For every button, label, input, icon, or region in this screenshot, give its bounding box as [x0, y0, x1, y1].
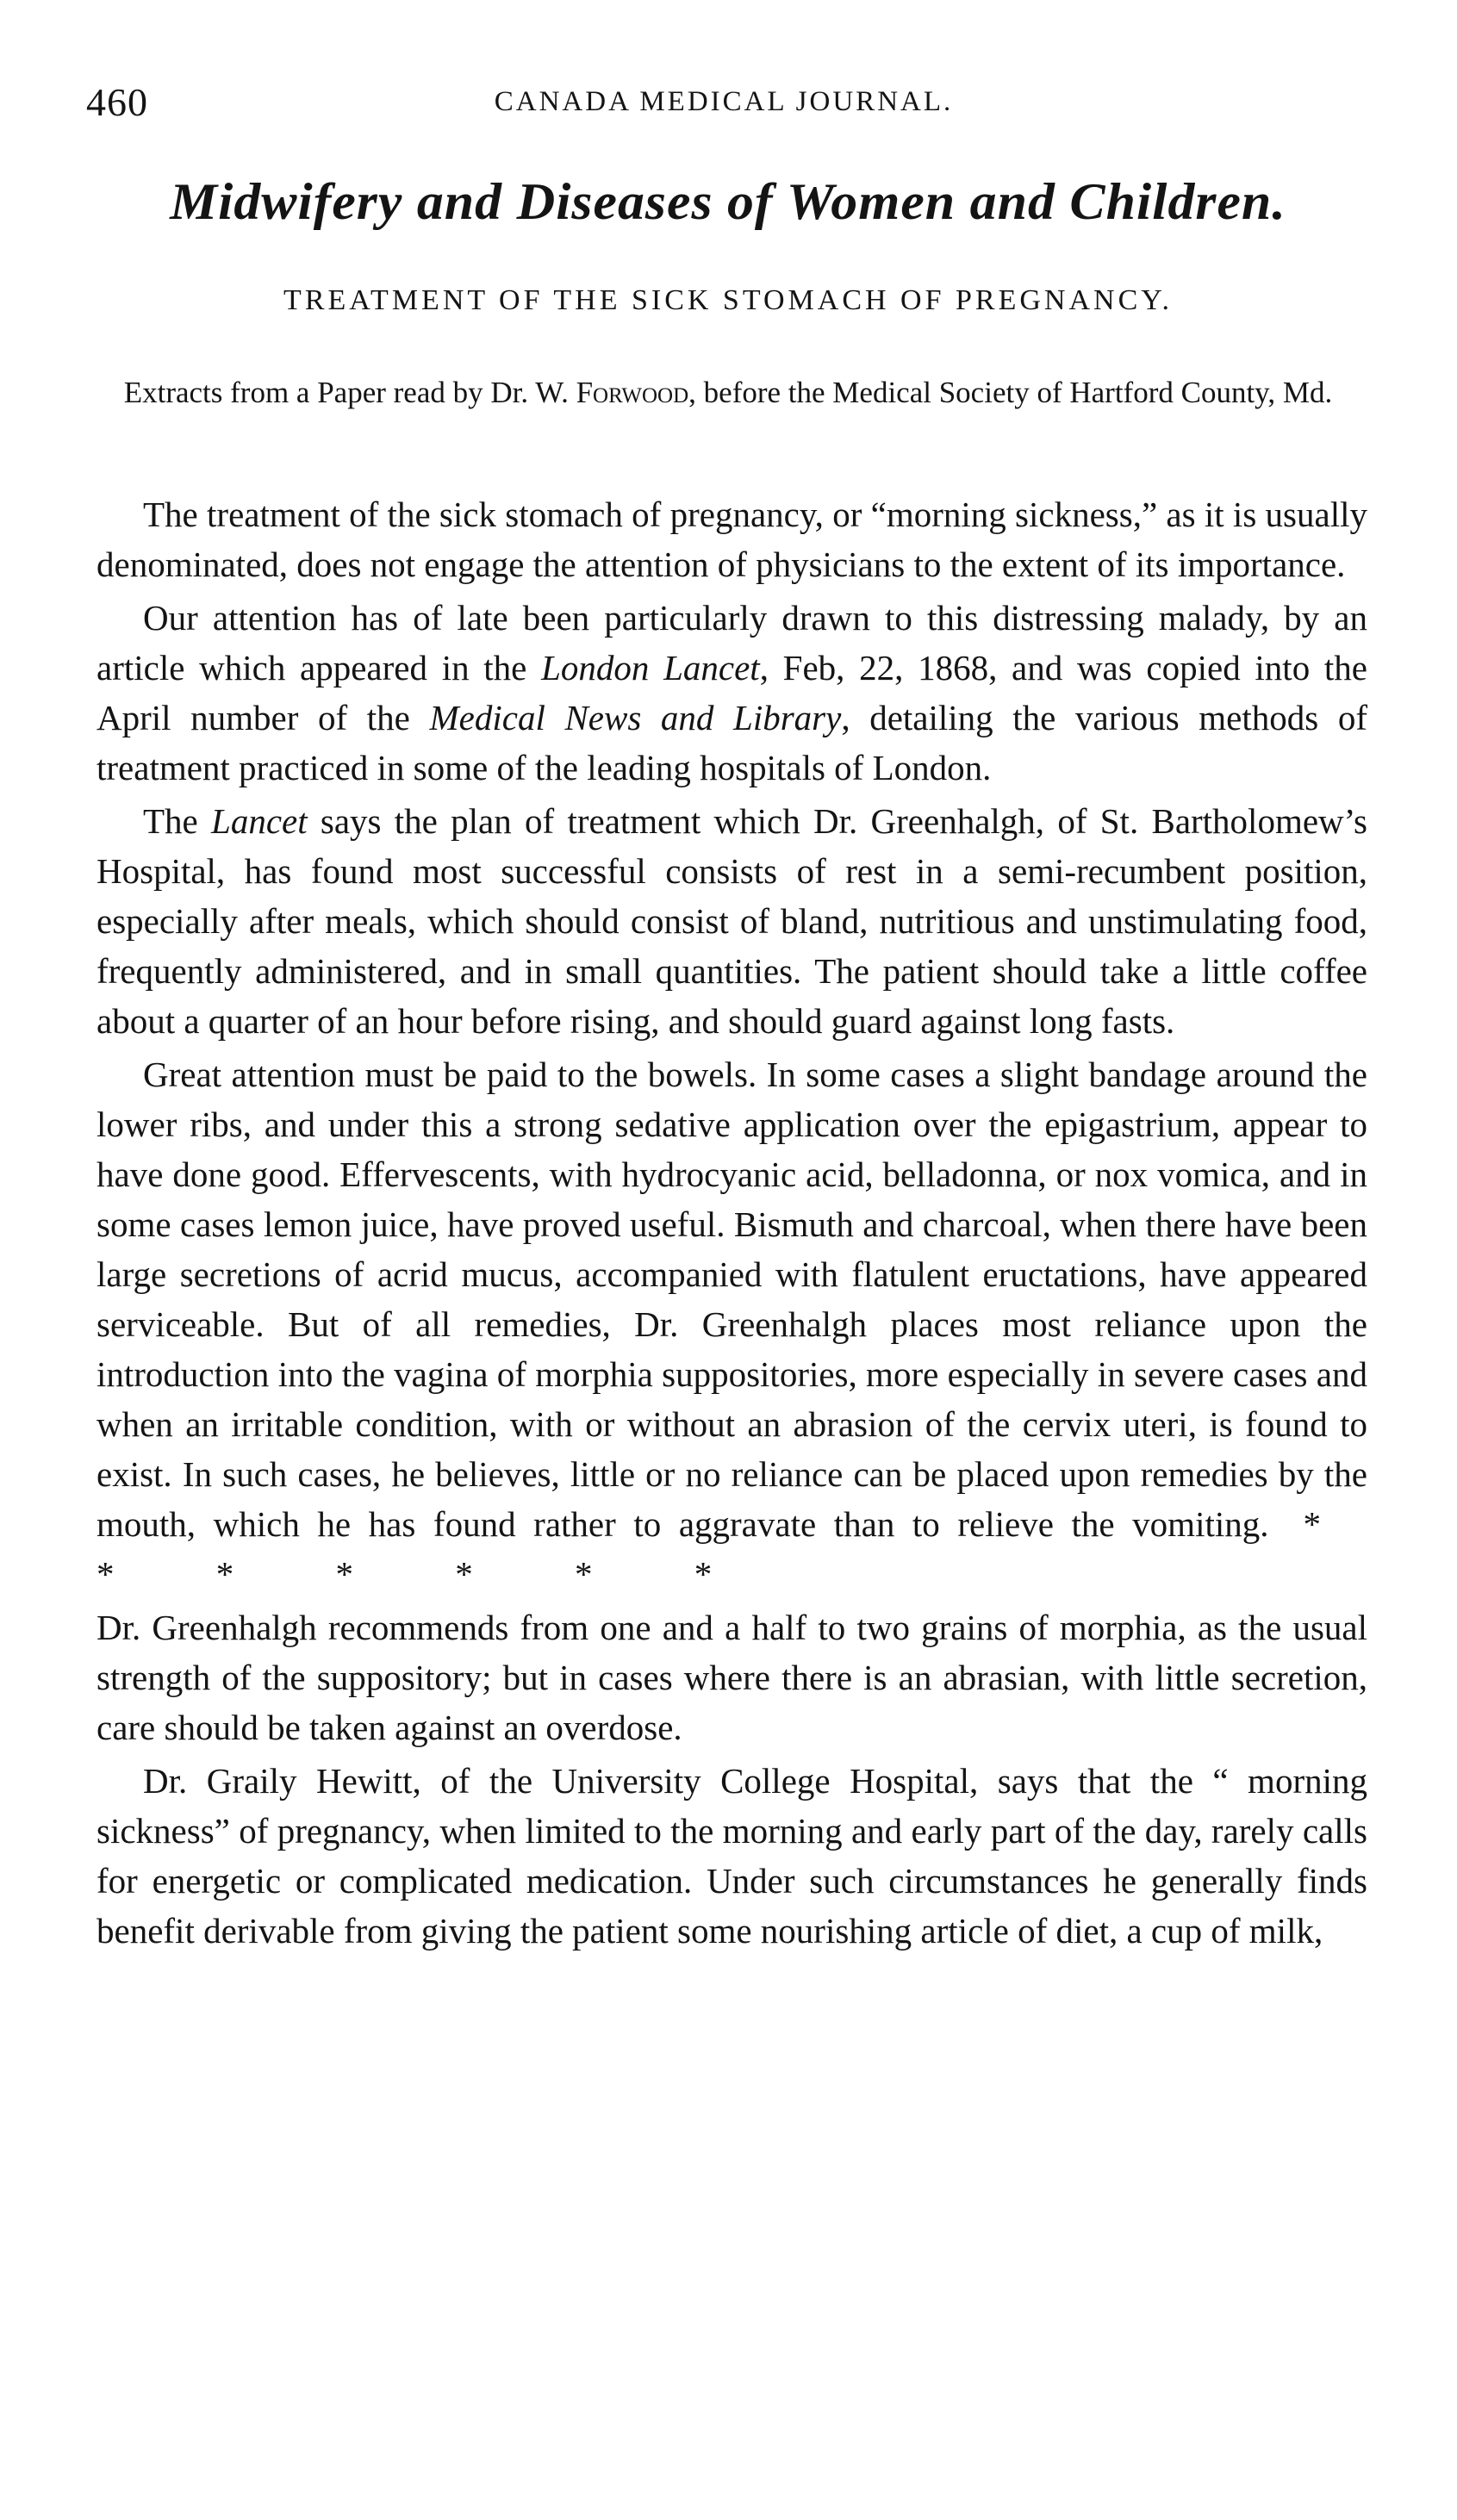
asterisk-ellipsis: * * * * * * * — [97, 1504, 1367, 1594]
paragraph-3-text-a: The — [143, 801, 212, 841]
paragraph-2 — [97, 593, 1367, 793]
lancet-title: Lancet — [211, 801, 308, 841]
journal-name: CANADA MEDICAL JOURNAL. — [494, 86, 954, 117]
byline-prefix: Extracts from a Paper read by Dr. W. — [123, 376, 576, 409]
running-head — [86, 79, 1361, 131]
byline-author: Forwood — [576, 376, 689, 409]
paragraph-3-text-b: says the plan of treatment which Dr. Greenhalgh, of St. Bartholomew’s Hospital, has found most successful consists of rest in a semi-recumbent position, especially after meals, which should consist of bland, nutritious and unstimulating food, frequently administered, and in small quantities. The patient should take a little coffee about a quarter of an hour before rising, and should guard against long fasts. — [97, 801, 1367, 1041]
paragraph-6: Dr. Graily Hewitt, of the University College Hospital, says that the “ morning sickness” of pregnancy, when limited to the morning and early part of the day, rarely calls for energetic or complicated medication. Under such circumstances he generally finds benefit derivable from giving the patient some nourishing article of diet, a cup of milk, — [97, 1761, 1367, 1951]
paragraph-2-text-a: Our attention has of late been particularly drawn to this distressing malady, by an article which appeared in the — [97, 598, 1367, 688]
article-title: TREATMENT OF THE SICK STOMACH OF PREGNANCY. — [283, 284, 1173, 316]
london-lancet-title: London Lancet — [541, 648, 760, 688]
page-number: 460 — [86, 80, 148, 124]
paragraph-3 — [97, 796, 1367, 1046]
article-body — [97, 489, 1367, 1956]
medical-news-title: Medical News and Library — [429, 698, 842, 737]
byline — [86, 369, 1370, 417]
paragraph-5: Dr. Greenhalgh recommends from one and a half to two grains of morphia, as the usual strength of the suppository; but in cases where there is an abrasian, with little secretion, care should be taken against an overdose. — [97, 1608, 1367, 1747]
paragraph-2-text-c: , detailing the various methods of treatment practiced in some of the leading hospitals of London. — [97, 698, 1367, 787]
paragraph-4 — [97, 1049, 1367, 1599]
byline-suffix: , before the Medical Society of Hartford County, Md. — [688, 376, 1333, 409]
paragraph-1: The treatment of the sick stomach of pregnancy, or “morning sickness,” as it is usually denominated, does not engage the attention of physicians to the extent of its importance. — [97, 495, 1367, 584]
paragraph-4-text: Great attention must be paid to the bowels. In some cases a slight bandage around the lower ribs, and under this a strong sedative application over the epigastrium, appear to have done good. Effervescents, with hydrocyanic acid, belladonna, or nox vomica, and in some cases lemon juice, have proved useful. Bismuth and charcoal, when there have been large secretions of acrid mucus, accompanied with flatulent eructations, have appeared serviceable. But of all remedies, Dr. Greenhalgh places most reliance upon the introduction into the vagina of morphia suppositories, more especially in severe cases and when an irritable condition, with or without an abrasion of the cervix uteri, is found to exist. In such cases, he believes, little or no reliance can be placed upon remedies by the mouth, which he has found rather to aggravate than to relieve the vomiting. — [97, 1055, 1367, 1544]
paragraph-2-text-b: , Feb, 22, 1868, and was copied into the April number of the — [97, 648, 1367, 737]
section-title: Midwifery and Diseases of Women and Children. — [170, 173, 1286, 230]
